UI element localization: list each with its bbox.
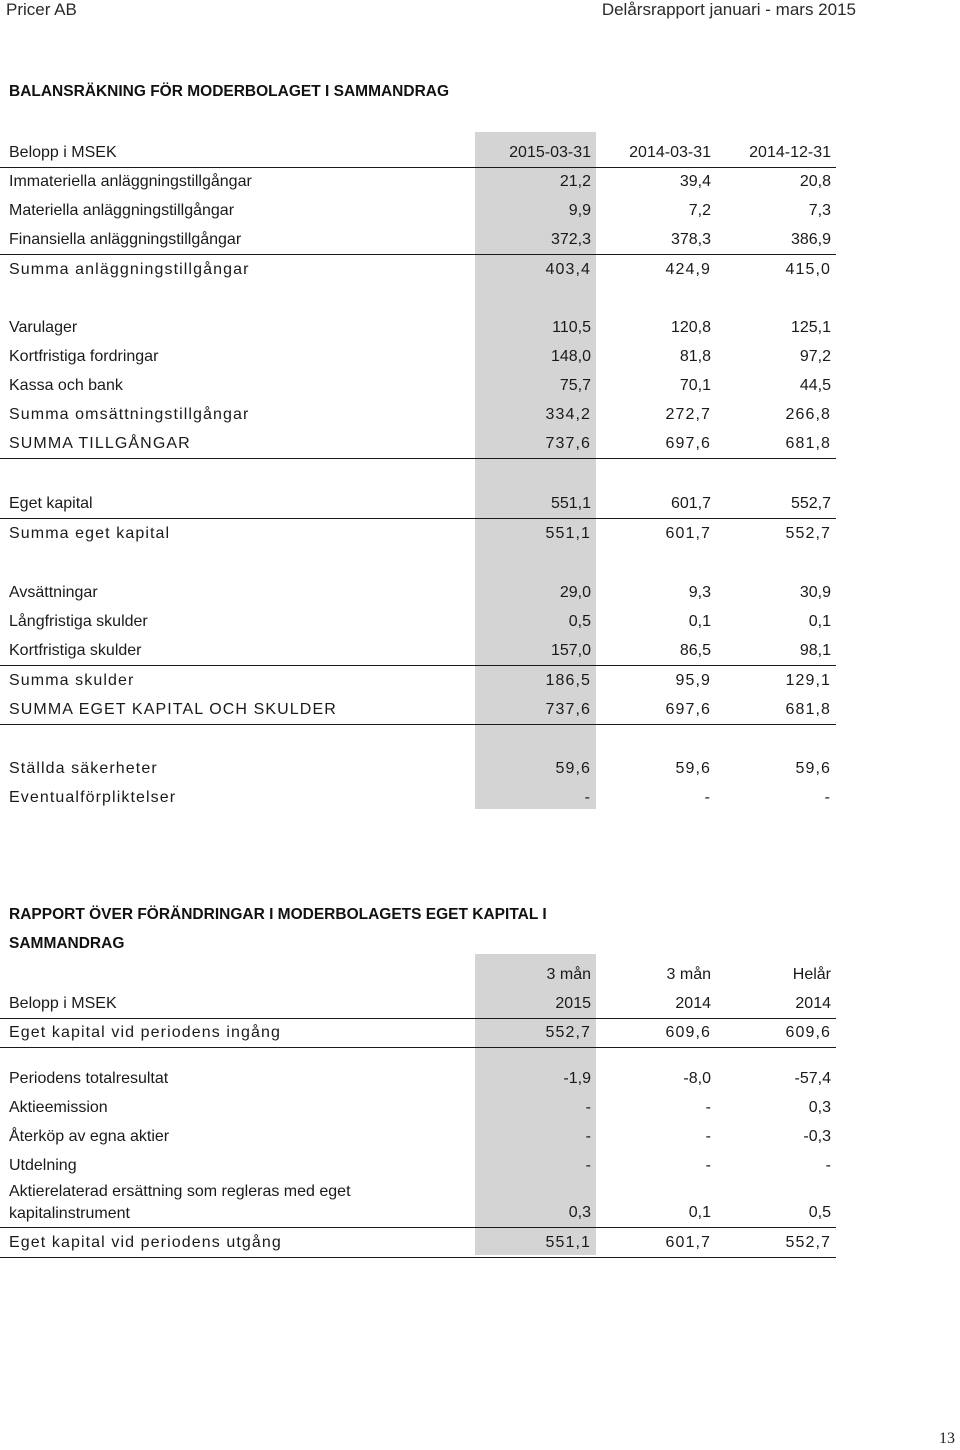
row-label: Kortfristiga fordringar [9,348,159,365]
cell-value: 372,3 [550,231,591,248]
cell-value: 0,1 [688,613,711,630]
cell-value: 737,6 [545,435,591,452]
table-row [0,636,836,666]
row-label: Eventualförpliktelser [9,789,177,806]
cell-value: - [585,1128,591,1145]
cell-value: 386,9 [790,231,831,248]
cell-value: - [824,789,831,806]
table-row [0,225,836,255]
column-header: Helår [792,966,831,983]
subtotal-row [0,519,836,548]
cell-value: 98,1 [799,642,831,659]
cell-value: 601,7 [670,495,711,512]
cell-value: 44,5 [799,377,831,394]
cell-value: - [704,789,711,806]
cell-value: 59,6 [795,760,831,777]
row-label: SUMMA EGET KAPITAL OCH SKULDER [9,701,337,718]
table-row [0,167,836,196]
row-label: Varulager [9,319,78,336]
page-number: 13 [939,1430,955,1447]
cell-value: - [705,1128,711,1145]
row-label: Återköp av egna aktier [9,1128,170,1145]
cell-value: 552,7 [785,525,831,542]
cell-value: 415,0 [785,261,831,278]
cell-value: 30,9 [799,584,831,601]
table-row [0,754,836,783]
cell-value: 9,3 [688,584,711,601]
cell-value: 95,9 [675,672,711,689]
table-row [0,1151,836,1180]
cell-value: 609,6 [785,1024,831,1041]
cell-value: -0,3 [803,1128,831,1145]
row-label: Aktieemission [9,1099,108,1116]
cell-value: 59,6 [555,760,591,777]
row-label: Immateriella anläggningstillgångar [9,173,252,190]
column-header: 2015-03-31 [509,144,591,161]
column-header: 2015 [555,995,591,1012]
cell-value: - [585,1099,591,1116]
total-row [0,1228,836,1258]
cell-value: 737,6 [545,701,591,718]
report-title: Delårsrapport januari - mars 2015 [601,0,856,19]
row-label: Avsättningar [9,584,98,601]
cell-value: -8,0 [683,1070,711,1087]
cell-value: 266,8 [785,406,831,423]
cell-value: -57,4 [794,1070,831,1087]
cell-value: 551,1 [545,525,591,542]
row-label: Materiella anläggningstillgångar [9,202,235,219]
row-label: Finansiella anläggningstillgångar [9,231,242,248]
cell-value: 681,8 [785,701,831,718]
row-label: Kassa och bank [9,377,123,394]
cell-value: 0,1 [808,613,831,630]
column-header: 3 mån [666,966,711,983]
cell-value: 697,6 [665,701,711,718]
cell-value: 609,6 [665,1024,711,1041]
subtotal-row [0,666,836,695]
cell-value: 59,6 [675,760,711,777]
subtotal-row [0,1018,836,1048]
cell-value: 334,2 [545,406,591,423]
balance-title: BALANSRÄKNING FÖR MODERBOLAGET I SAMMANDRAG [9,83,450,100]
cell-value: 148,0 [550,348,591,365]
cell-value: 7,2 [688,202,711,219]
column-header: 2014-12-31 [749,144,831,161]
table-row [0,489,836,519]
column-header: 2014 [795,995,831,1012]
cell-value: 551,1 [545,1234,591,1251]
equity-title-line1: RAPPORT ÖVER FÖRÄNDRINGAR I MODERBOLAGETS EGET KAPITAL I [9,906,547,923]
cell-value: 552,7 [790,495,831,512]
row-label: Summa omsättningstillgångar [9,406,250,423]
cell-value: 7,3 [808,202,831,219]
equity-title-line2: SAMMANDRAG [9,935,125,952]
amount-unit-label: Belopp i MSEK [9,995,117,1012]
equity-period-header-row [0,960,836,989]
table-row [0,578,836,607]
cell-value: 125,1 [790,319,831,336]
cell-value: 424,9 [665,261,711,278]
table-row [0,1064,836,1093]
row-label: Aktierelaterad ersättning som regleras med eget kapitalinstrument [9,1183,351,1222]
cell-value: - [705,1157,711,1174]
cell-value: 20,8 [799,173,831,190]
total-row [0,695,836,725]
cell-value: - [584,789,591,806]
company-name: Pricer AB [6,0,77,19]
cell-value: 86,5 [679,642,711,659]
equity-year-header-row [0,989,836,1019]
cell-value: - [825,1157,831,1174]
cell-value: 681,8 [785,435,831,452]
cell-value: -1,9 [563,1070,591,1087]
cell-value: 21,2 [559,173,591,190]
row-label: Eget kapital vid periodens ingång [9,1024,282,1041]
cell-value: 0,3 [568,1204,591,1221]
column-header: 2014 [675,995,711,1012]
cell-value: - [705,1099,711,1116]
cell-value: 0,3 [808,1099,831,1116]
total-row [0,429,836,459]
subtotal-row [0,400,836,429]
table-row [0,371,836,400]
table-row [0,607,836,636]
column-header: 3 mån [546,966,591,983]
table-row [0,1122,836,1151]
cell-value: 110,5 [552,319,591,336]
table-row [0,1093,836,1122]
row-label: Utdelning [9,1157,77,1174]
table-row [0,313,836,342]
cell-value: 70,1 [679,377,711,394]
cell-value: 9,9 [568,202,591,219]
table-row [0,1180,836,1228]
cell-value: 0,5 [808,1204,831,1221]
row-label: Summa eget kapital [9,525,171,542]
cell-value: 157,0 [550,642,591,659]
cell-value: 120,8 [670,319,711,336]
row-label: Summa skulder [9,672,135,689]
cell-value: 697,6 [665,435,711,452]
column-header: 2014-03-31 [629,144,711,161]
cell-value: 186,5 [545,672,591,689]
cell-value: 0,1 [688,1204,711,1221]
cell-value: - [585,1157,591,1174]
cell-value: 551,1 [550,495,591,512]
row-label: Eget kapital [9,495,93,512]
cell-value: 0,5 [568,613,591,630]
row-label: Summa anläggningstillgångar [9,261,250,278]
cell-value: 552,7 [785,1234,831,1251]
cell-value: 75,7 [559,377,591,394]
table-row [0,342,836,371]
table-row [0,196,836,225]
cell-value: 601,7 [665,1234,711,1251]
row-label: Långfristiga skulder [9,613,148,630]
subtotal-row [0,255,836,284]
row-label: Eget kapital vid periodens utgång [9,1234,282,1251]
cell-value: 272,7 [665,406,711,423]
amount-unit-label: Belopp i MSEK [9,144,117,161]
cell-value: 29,0 [559,584,591,601]
cell-value: 97,2 [799,348,831,365]
cell-value: 378,3 [670,231,711,248]
cell-value: 601,7 [665,525,711,542]
row-label: SUMMA TILLGÅNGAR [9,435,191,452]
cell-value: 552,7 [545,1024,591,1041]
row-label: Periodens totalresultat [9,1070,169,1087]
table-row [0,783,836,812]
row-label: Kortfristiga skulder [9,642,142,659]
balance-header-row [0,138,836,168]
cell-value: 81,8 [679,348,711,365]
cell-value: 129,1 [785,672,831,689]
cell-value: 39,4 [679,173,711,190]
cell-value: 403,4 [545,261,591,278]
row-label: Ställda säkerheter [9,760,158,777]
